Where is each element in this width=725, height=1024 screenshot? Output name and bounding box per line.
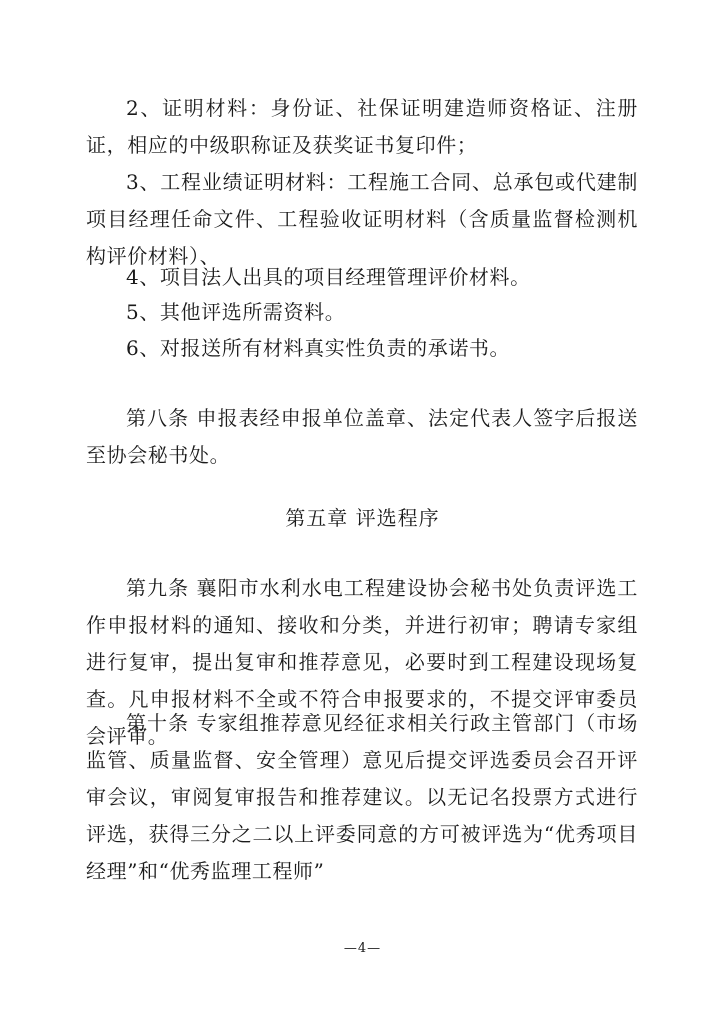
article-9-paragraph: 第九条 襄阳市水利水电工程建设协会秘书处负责评选工作申报材料的通知、接收和分类，并进行初审；聘请专家组进行复审，提出复审和推荐意见，必要时到工程建设现场复查。凡申报材料不全或不符合申报要求的，不提交评审委员会评审。 (86, 576, 638, 748)
chapter-5-heading: 第五章 评选程序 (285, 506, 440, 530)
item-5-paragraph: 5、其他评选所需资料。 (126, 300, 346, 324)
page-number: —4— (343, 941, 382, 956)
item-6-paragraph: 6、对报送所有材料真实性负责的承诺书。 (126, 336, 511, 360)
item-3-paragraph: 3、工程业绩证明材料：工程施工合同、总承包或代建制项目经理任命文件、工程验收证明材料（含质量监督检测机构评价材料）、 (86, 170, 638, 268)
article-8-paragraph: 第八条 申报表经申报单位盖章、法定代表人签字后报送至协会秘书处。 (86, 406, 638, 467)
article-10-paragraph: 第十条 专家组推荐意见经征求相关行政主管部门（市场监管、质量监督、安全管理）意见后提交评选委员会召开评审会议，审阅复审报告和推荐建议。以无记名投票方式进行评选，获得三分之二以上评委同意的方可被评选为“优秀项目经理”和“优秀监理工程师” (86, 711, 638, 883)
item-4-paragraph: 4、项目法人出具的项目经理管理评价材料。 (126, 265, 531, 289)
item-2-paragraph: 2、证明材料：身份证、社保证明建造师资格证、注册证，相应的中级职称证及获奖证书复印件； (86, 96, 638, 157)
